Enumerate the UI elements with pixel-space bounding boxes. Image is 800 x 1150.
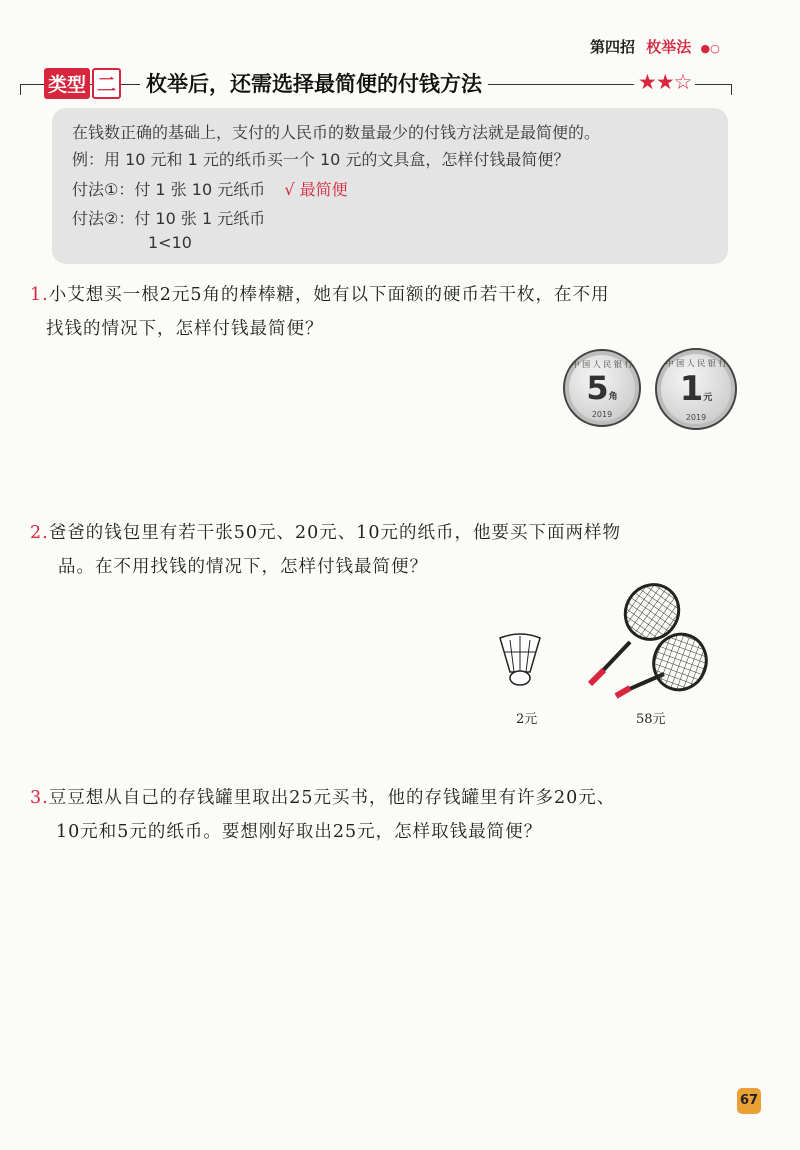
coin-ring-text: 中 国 人 民 银 行	[665, 359, 727, 368]
section-type-tag	[44, 66, 121, 100]
racket-price: 58元	[636, 712, 666, 727]
simplest-mark: √ 最简便	[284, 180, 348, 199]
coin-5-jiao	[563, 349, 641, 427]
question-2	[30, 516, 621, 584]
question-text: 小艾想买一根2元5角的棒棒糖，她有以下面额的硬币若干枚，在不用	[48, 285, 610, 305]
chapter-method: 枚举法	[646, 38, 692, 56]
question-3	[30, 781, 615, 849]
question-text: 10元和5元的纸币。要想刚好取出25元，怎样取钱最简便？	[56, 822, 543, 842]
coin-value: 1元	[679, 369, 713, 409]
shuttlecock-price: 2元	[516, 712, 538, 727]
question-number: 1.	[30, 285, 49, 305]
chapter-label: 第四招	[590, 38, 636, 56]
dots-icon: ●○	[700, 42, 720, 55]
rule-line-4: 付法②：付 10 张 1 元纸币	[72, 209, 266, 228]
coin-value: 5角	[586, 369, 618, 407]
star-filled-icon: ★	[655, 70, 674, 94]
rule-line-3	[72, 177, 348, 200]
star-filled-icon: ★	[638, 70, 656, 94]
rule-box	[52, 108, 728, 264]
coin-year: 2019	[685, 413, 707, 422]
question-text: 找钱的情况下，怎样付钱最简便？	[46, 319, 324, 339]
question-1	[30, 278, 609, 346]
coin-1-yuan	[655, 348, 737, 430]
question-text: 品。在不用找钱的情况下，怎样付钱最简便？	[58, 557, 428, 577]
coin-year: 2019	[591, 410, 613, 419]
type-label: 类型	[44, 68, 90, 99]
star-empty-icon: ☆	[673, 70, 692, 94]
chapter-tag	[590, 36, 720, 57]
coin-ring-text: 中 国 人 民 银 行	[571, 360, 633, 369]
section-title: 枚举后，还需选择最简便的付钱方法	[140, 68, 488, 98]
method-1: 付法①：付 1 张 10 元纸币	[72, 180, 266, 199]
question-number: 2.	[30, 523, 49, 543]
rule-line-1: 在钱数正确的基础上，支付的人民币的数量最少的付钱方法就是最简便的。	[72, 123, 601, 142]
badminton-rackets-icon	[584, 582, 714, 700]
shuttlecock-icon	[494, 632, 546, 692]
question-number: 3.	[30, 788, 49, 808]
difficulty-stars	[634, 70, 695, 94]
question-text: 爸爸的钱包里有若干张50元、20元、10元的纸币，他要买下面两样物	[48, 523, 622, 543]
type-number: 二	[92, 68, 121, 99]
question-text: 豆豆想从自己的存钱罐里取出25元买书，他的存钱罐里有许多20元、	[48, 788, 616, 808]
rule-line-5: 1<10	[148, 233, 192, 252]
rule-line-2: 例：用 10 元和 1 元的纸币买一个 10 元的文具盒，怎样付钱最简便？	[72, 150, 570, 169]
page-number: 67	[737, 1088, 761, 1114]
